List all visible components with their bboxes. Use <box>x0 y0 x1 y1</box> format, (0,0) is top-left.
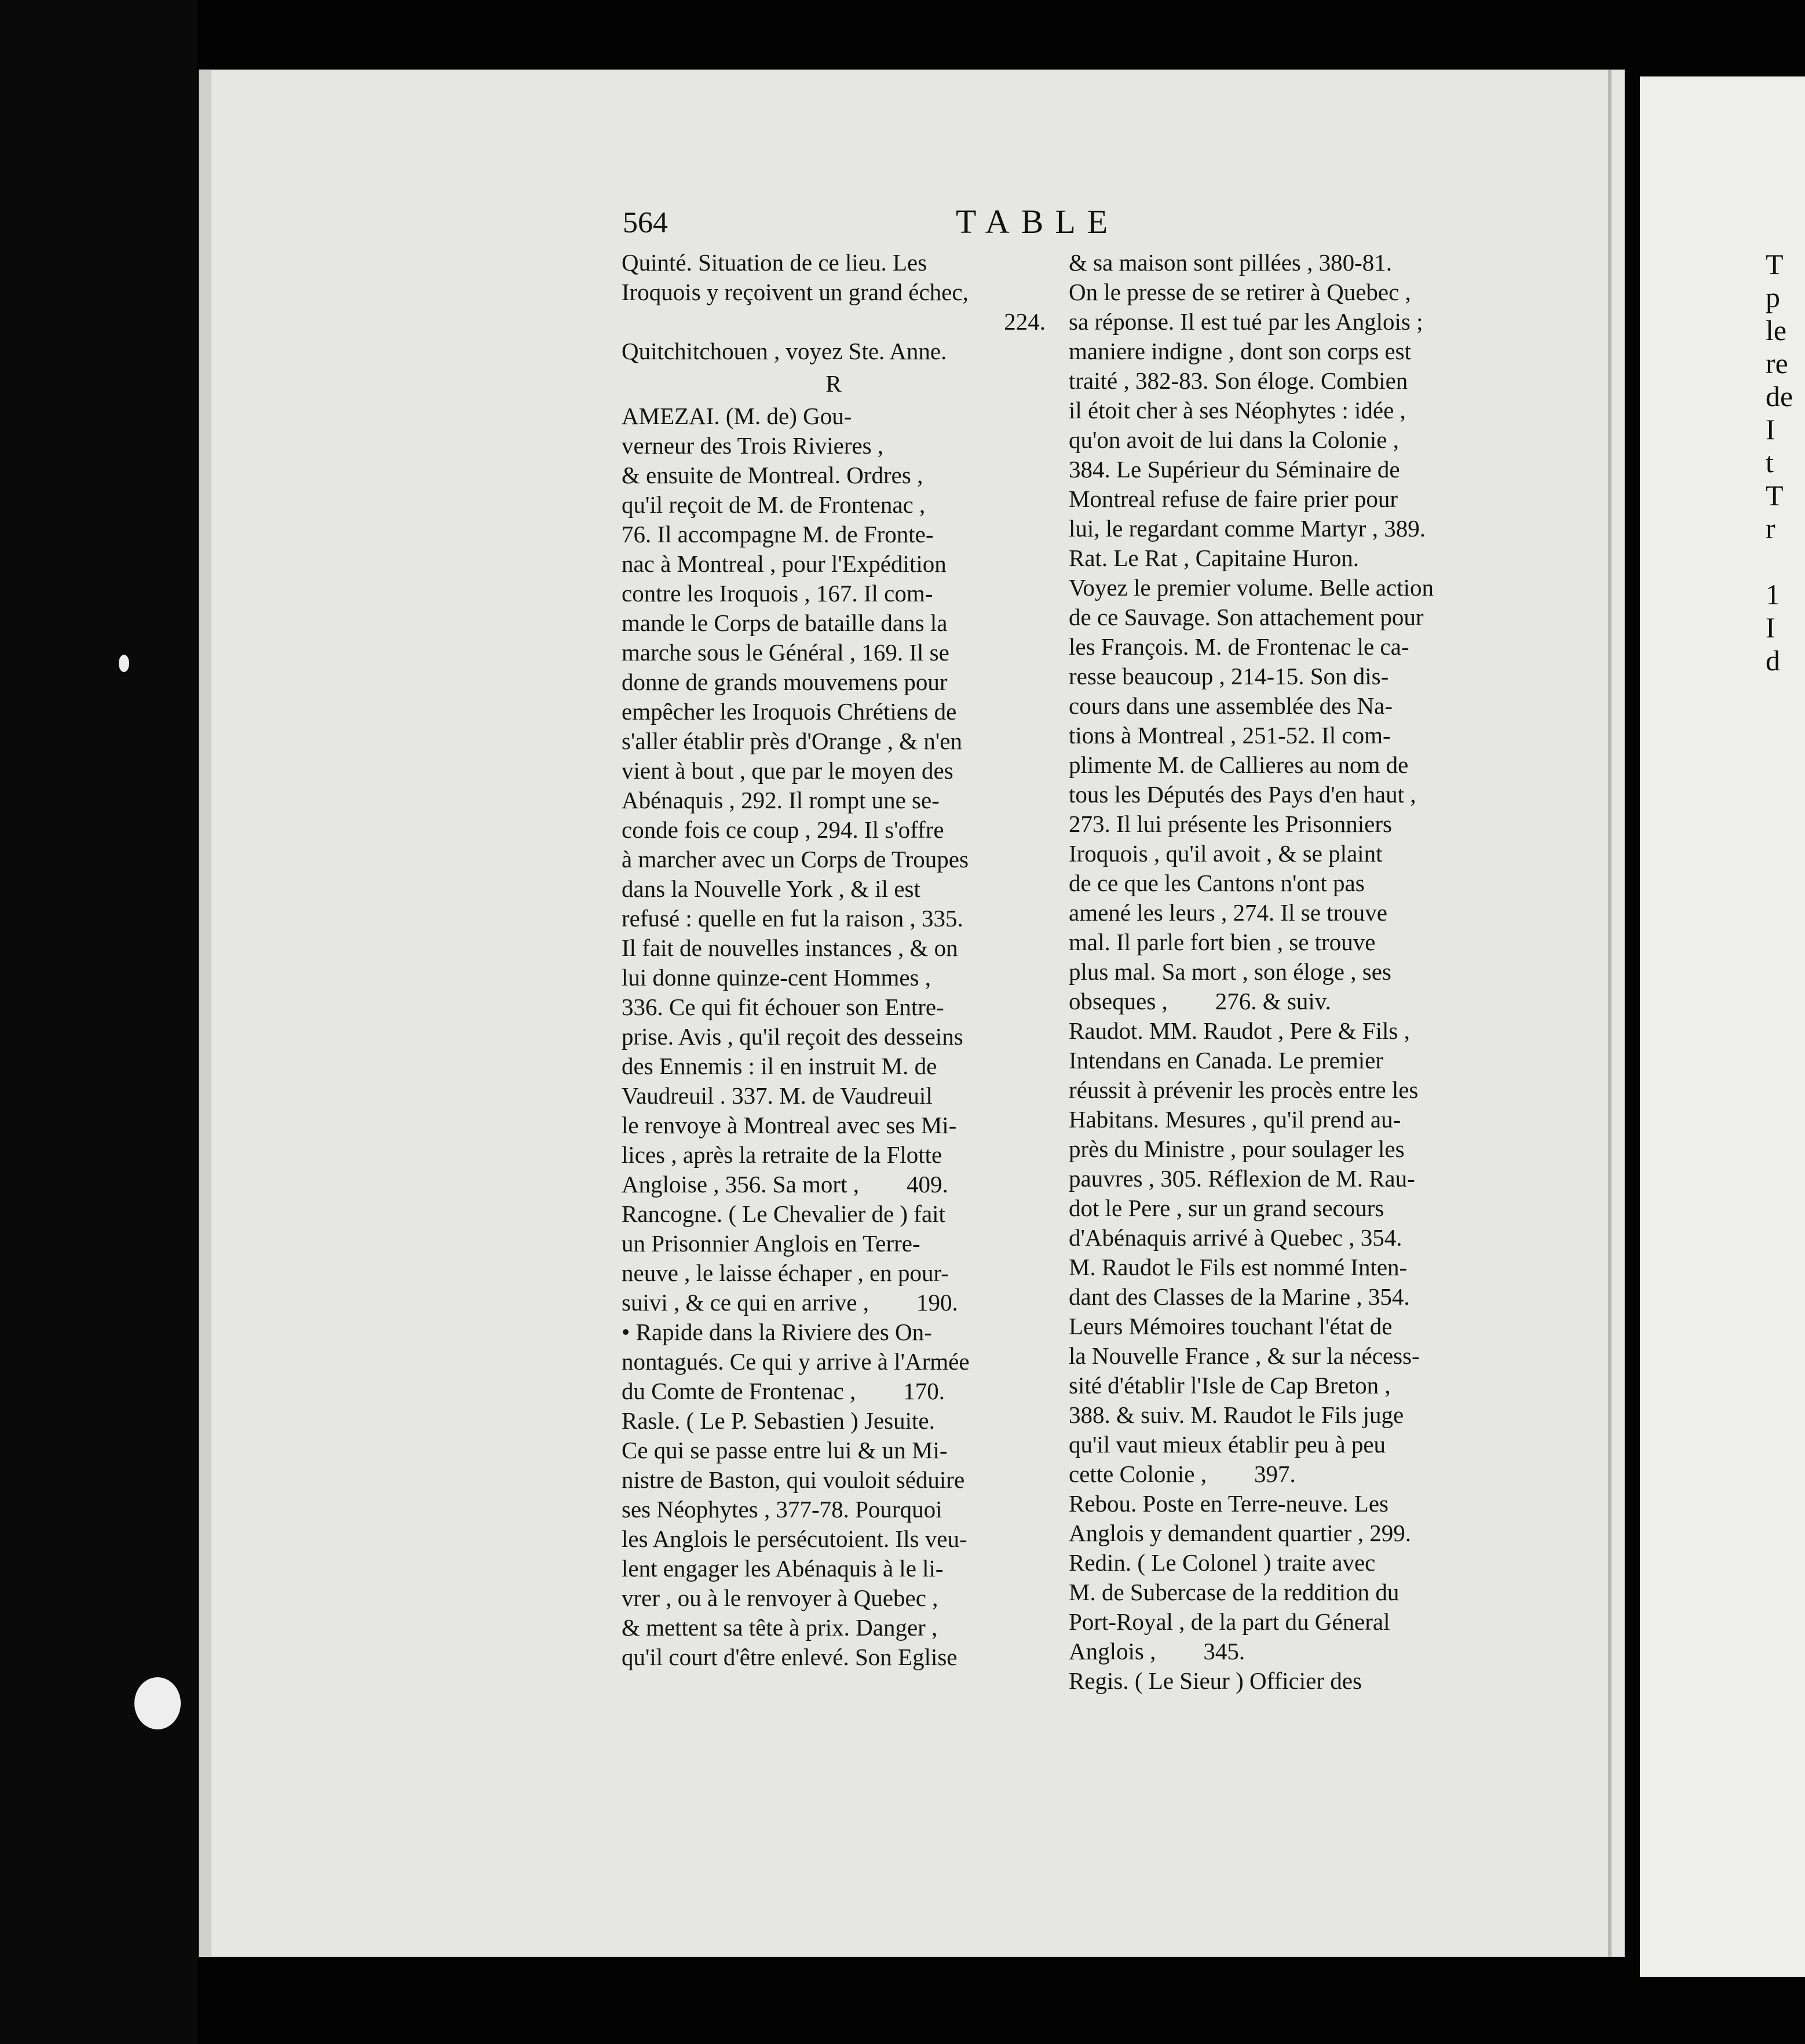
index-line: mal. Il parle fort bien , se trouve <box>1069 929 1376 955</box>
paper-fragment-left <box>119 655 129 672</box>
index-line: Quinté. Situation de ce lieu. Les <box>622 249 927 276</box>
index-line: Quitchitchouen , voyez Ste. Anne. <box>622 338 947 364</box>
index-line: prise. Avis , qu'il reçoit des desseins <box>622 1023 963 1050</box>
paper-fragment-left-lower <box>134 1677 181 1729</box>
index-line: Raudot. MM. Raudot , Pere & Fils , <box>1069 1017 1410 1044</box>
index-line: Rebou. Poste en Terre-neuve. Les <box>1069 1490 1389 1517</box>
index-line: 336. Ce qui fit échouer son Entre- <box>622 994 944 1020</box>
facing-page-fragment: I <box>1766 611 1775 644</box>
index-line: nontagués. Ce qui y arrive à l'Armée <box>622 1348 970 1375</box>
index-line: réussit à prévenir les procès entre les <box>1069 1076 1419 1103</box>
index-line: vient à bout , que par le moyen des <box>622 757 953 784</box>
index-line: cette Colonie , 397. <box>1069 1461 1296 1487</box>
index-line: Ce qui se passe entre lui & un Mi- <box>622 1437 948 1463</box>
index-line: M. de Subercase de la reddition du <box>1069 1579 1400 1605</box>
index-line: donne de grands mouvemens pour <box>622 669 948 695</box>
facing-page-fragment: t <box>1766 446 1774 479</box>
index-line: 388. & suiv. M. Raudot le Fils juge <box>1069 1401 1404 1428</box>
facing-page-fragment: de <box>1766 380 1793 413</box>
index-line: AMEZAI. (M. de) Gou- <box>622 403 852 429</box>
index-line: Iroquois , qu'il avoit , & se plaint <box>1069 840 1383 867</box>
index-line: mande le Corps de bataille dans la <box>622 609 948 636</box>
index-line: Anglois , 345. <box>1069 1638 1245 1665</box>
facing-page-fragment <box>1766 545 1805 578</box>
index-line: verneur des Trois Rivieres , <box>622 432 884 459</box>
index-line: la Nouvelle France , & sur la nécess- <box>1069 1342 1420 1369</box>
index-line: à marcher avec un Corps de Troupes <box>622 846 969 873</box>
facing-page-fragment: I <box>1766 413 1775 446</box>
index-line: suivi , & ce qui en arrive , 190. <box>622 1289 958 1316</box>
index-line: lent engager les Abénaquis à le li- <box>622 1555 944 1582</box>
index-line: dant des Classes de la Marine , 354. <box>1069 1283 1410 1310</box>
index-line: qu'on avoit de lui dans la Colonie , <box>1069 426 1399 453</box>
index-line: refusé : quelle en fut la raison , 335. <box>622 905 963 932</box>
index-line: Angloise , 356. Sa mort , 409. <box>622 1171 948 1198</box>
facing-page-fragment: le <box>1766 314 1787 346</box>
index-line: lices , après la retraite de la Flotte <box>622 1141 942 1168</box>
index-line: Redin. ( Le Colonel ) traite avec <box>1069 1549 1376 1576</box>
index-line: tous les Députés des Pays d'en haut , <box>1069 781 1416 808</box>
facing-page-fragment: d <box>1766 644 1780 677</box>
index-line: conde fois ce coup , 294. Il s'offre <box>622 816 944 843</box>
index-line: On le presse de se retirer à Quebec , <box>1069 279 1411 305</box>
index-column-left <box>622 248 1046 1672</box>
index-line: ses Néophytes , 377-78. Pourquoi <box>622 1496 942 1523</box>
index-line: plimente M. de Callieres au nom de <box>1069 751 1409 778</box>
index-line: 76. Il accompagne M. de Fronte- <box>622 521 934 548</box>
index-line: nac à Montreal , pour l'Expédition <box>622 550 947 577</box>
index-line: Il fait de nouvelles instances , & on <box>622 935 958 961</box>
index-line: s'aller établir près d'Orange , & n'en <box>622 728 962 754</box>
index-line: dans la Nouvelle York , & il est <box>622 875 920 902</box>
index-line: Vaudreuil . 337. M. de Vaudreuil <box>622 1082 933 1109</box>
index-line: resse beaucoup , 214-15. Son dis- <box>1069 663 1389 689</box>
index-line: près du Ministre , pour soulager les <box>1069 1136 1405 1162</box>
facing-page-text <box>1766 248 1805 677</box>
index-line: Iroquois y reçoivent un grand échec, <box>622 279 969 305</box>
index-line: maniere indigne , dont son corps est <box>1069 338 1411 364</box>
index-line: qu'il reçoit de M. de Frontenac , <box>622 491 926 518</box>
index-line: 384. Le Supérieur du Séminaire de <box>1069 456 1400 483</box>
index-line: qu'il vaut mieux établir peu à peu <box>1069 1431 1386 1458</box>
facing-page-fragment: T <box>1766 248 1784 280</box>
index-line: amené les leurs , 274. Il se trouve <box>1069 899 1387 926</box>
index-line: lui, le regardant comme Martyr , 389. <box>1069 515 1426 542</box>
index-line: Port-Royal , de la part du Géneral <box>1069 1608 1390 1635</box>
index-line: traité , 382-83. Son éloge. Combien <box>1069 367 1408 394</box>
index-line: le renvoye à Montreal avec ses Mi- <box>622 1112 957 1138</box>
page-number: 564 <box>623 206 668 239</box>
index-line: Habitans. Mesures , qu'il prend au- <box>1069 1106 1401 1133</box>
index-line: sa réponse. Il est tué par les Anglois ; <box>1069 308 1423 335</box>
index-column-right <box>1069 248 1499 1696</box>
index-line: Leurs Mémoires touchant l'état de <box>1069 1313 1393 1339</box>
page-gutter <box>1608 70 1612 1957</box>
index-line: les Anglois le persécutoient. Ils veu- <box>622 1525 967 1552</box>
index-line: cours dans une assemblée des Na- <box>1069 692 1393 719</box>
facing-page-fragment: 1 <box>1766 578 1780 611</box>
index-line: & sa maison sont pillées , 380-81. <box>1069 249 1393 276</box>
index-line: dot le Pere , sur un grand secours <box>1069 1195 1384 1221</box>
facing-page-fragment: T <box>1766 479 1784 512</box>
index-line: M. Raudot le Fils est nommé Inten- <box>1069 1254 1408 1280</box>
index-line: un Prisonnier Anglois en Terre- <box>622 1230 920 1257</box>
page-title: TABLE <box>956 203 1120 240</box>
index-line: sité d'établir l'Isle de Cap Breton , <box>1069 1372 1391 1399</box>
index-line: des Ennemis : il en instruit M. de <box>622 1053 937 1079</box>
index-line: d'Abénaquis arrivé à Quebec , 354. <box>1069 1224 1402 1251</box>
index-line: contre les Iroquois , 167. Il com- <box>622 580 933 607</box>
index-line: Rancogne. ( Le Chevalier de ) fait <box>622 1200 945 1227</box>
index-line: pauvres , 305. Réflexion de M. Rau- <box>1069 1165 1415 1192</box>
index-line: marche sous le Général , 169. Il se <box>622 639 949 666</box>
index-line: & ensuite de Montreal. Ordres , <box>622 462 923 488</box>
page-edge <box>199 70 211 1957</box>
index-line: Regis. ( Le Sieur ) Officier des <box>1069 1667 1362 1694</box>
index-line: de ce Sauvage. Son attachement pour <box>1069 604 1424 630</box>
index-line: Rat. Le Rat , Capitaine Huron. <box>1069 545 1359 571</box>
index-line: Anglois y demandent quartier , 299. <box>1069 1520 1411 1546</box>
index-line: Montreal refuse de faire prier pour <box>1069 486 1398 512</box>
index-line: du Comte de Frontenac , 170. <box>622 1378 945 1404</box>
index-line: de ce que les Cantons n'ont pas <box>1069 870 1365 896</box>
index-line: empêcher les Iroquois Chrétiens de <box>622 698 957 725</box>
index-line: tions à Montreal , 251-52. Il com- <box>1069 722 1391 749</box>
index-line: neuve , le laisse échaper , en pour- <box>622 1260 949 1286</box>
scan-left-margin <box>0 0 197 2044</box>
index-line: Voyez le premier volume. Belle action <box>1069 574 1434 601</box>
index-line: plus mal. Sa mort , son éloge , ses <box>1069 958 1391 985</box>
index-line: il étoit cher à ses Néophytes : idée , <box>1069 397 1406 424</box>
facing-page-fragment: re <box>1766 347 1788 379</box>
index-line: vrer , ou à le renvoyer à Quebec , <box>622 1585 938 1611</box>
index-line: obseques , 276. & suiv. <box>1069 988 1331 1014</box>
index-line: qu'il court d'être enlevé. Son Eglise <box>622 1644 958 1670</box>
index-line: lui donne quinze-cent Hommes , <box>622 964 931 991</box>
index-line: R <box>825 370 842 397</box>
index-line: • Rapide dans la Riviere des On- <box>622 1319 932 1345</box>
index-line: nistre de Baston, qui vouloit séduire <box>622 1466 965 1493</box>
facing-page-fragment: r <box>1766 512 1775 545</box>
index-line: 224. <box>1004 308 1046 335</box>
index-line: Intendans en Canada. Le premier <box>1069 1047 1384 1074</box>
index-line: Rasle. ( Le P. Sebastien ) Jesuite. <box>622 1407 935 1434</box>
index-line: & mettent sa tête à prix. Danger , <box>622 1614 938 1641</box>
index-line: 273. Il lui présente les Prisonniers <box>1069 811 1392 837</box>
index-line: Abénaquis , 292. Il rompt une se- <box>622 787 940 813</box>
facing-page-fragment: p <box>1766 281 1780 313</box>
index-line: les François. M. de Frontenac le ca- <box>1069 633 1409 660</box>
